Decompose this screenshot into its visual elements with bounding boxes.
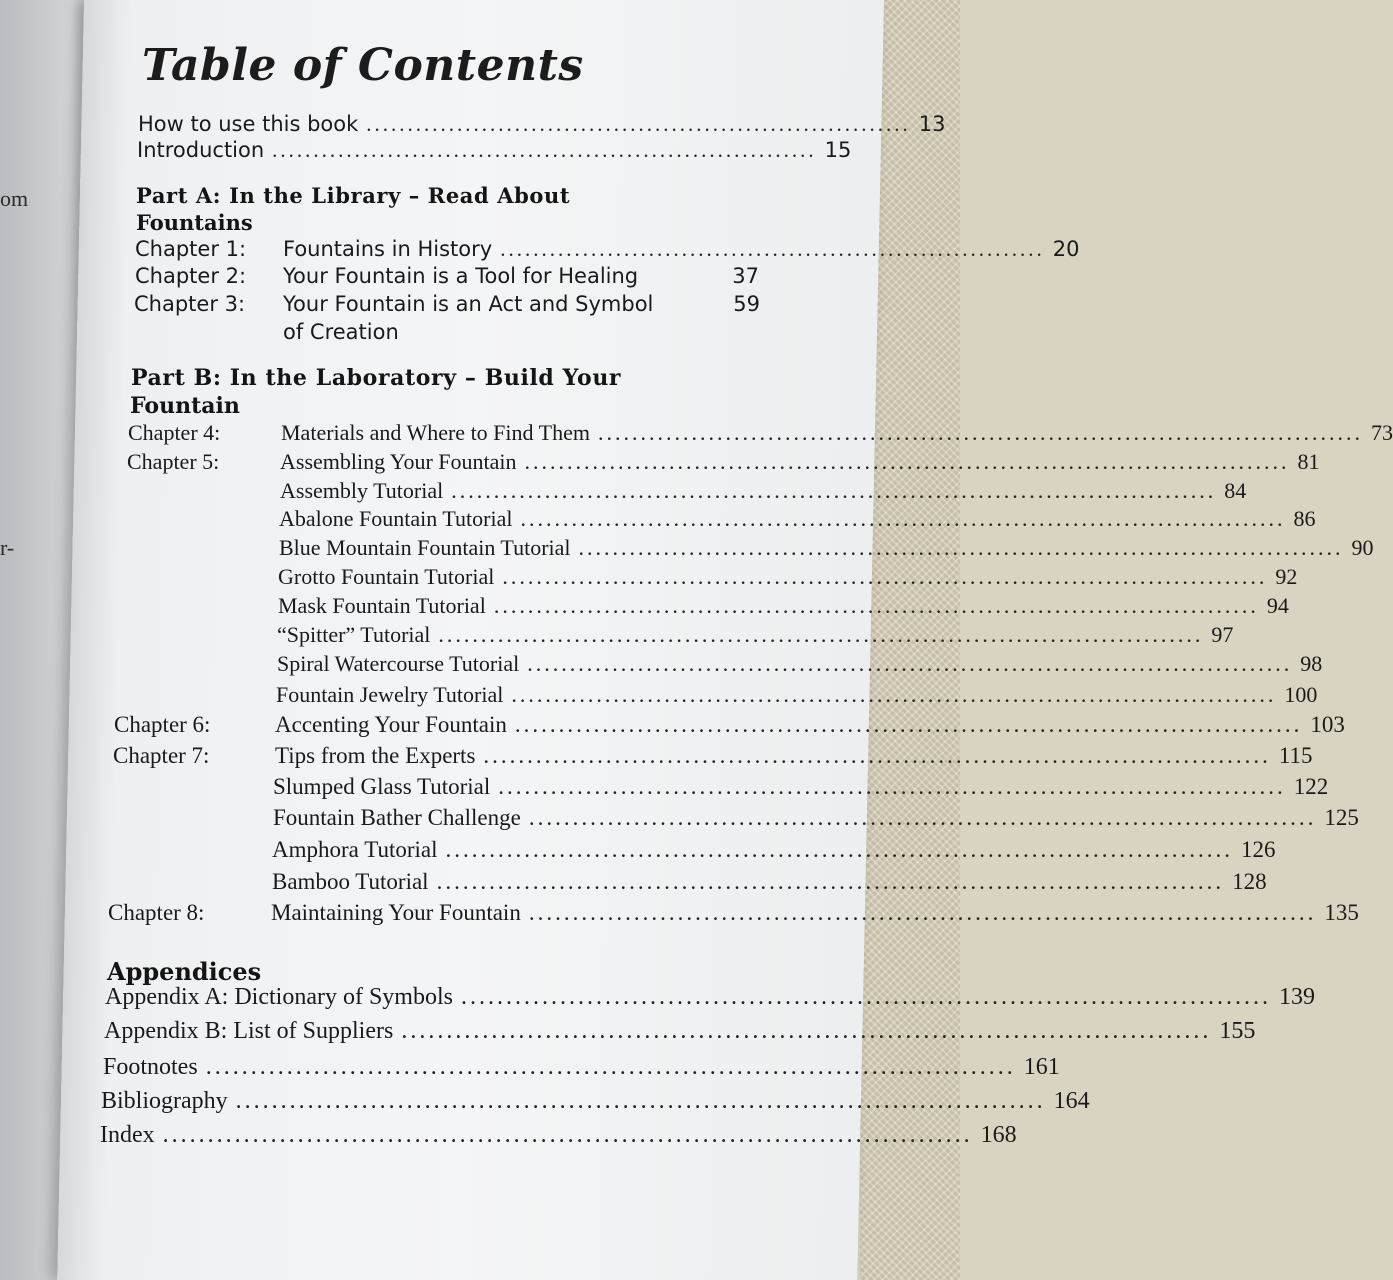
entry-page: 59 xyxy=(733,292,760,316)
entry-label: Index xyxy=(100,1122,155,1148)
toc-entry xyxy=(128,420,1393,446)
toc-entry xyxy=(278,564,1298,590)
entry-label: Bamboo Tutorial xyxy=(272,869,429,894)
chapter-number: Chapter 1: xyxy=(135,237,247,261)
chapter-number: Chapter 3: xyxy=(134,292,246,316)
entry-page: 135 xyxy=(1324,900,1359,925)
entry-page: 125 xyxy=(1324,805,1359,830)
entry-page: 94 xyxy=(1266,593,1289,618)
toc-entry xyxy=(135,264,759,288)
chapter-number: Chapter 8: xyxy=(108,900,205,925)
leader-dots: .......................................................................................... xyxy=(520,506,1286,531)
part-heading-cont: Fountain xyxy=(130,393,240,419)
leader-dots: .......................................................................................... xyxy=(528,900,1317,925)
entry-page: 168 xyxy=(980,1122,1017,1148)
toc-entry xyxy=(134,292,760,316)
leader-dots: .................................................................. xyxy=(500,237,1045,261)
entry-label: Tips from the Experts xyxy=(275,743,476,768)
entry-label: Grotto Fountain Tutorial xyxy=(278,564,495,589)
chapter-number: Chapter 4: xyxy=(128,420,221,445)
toc-entry xyxy=(272,837,1276,863)
entry-page: 90 xyxy=(1351,535,1374,560)
appendix-entry xyxy=(103,1054,1060,1081)
entry-label: Blue Mountain Fountain Tutorial xyxy=(279,535,571,560)
leader-dots: .......................................................................................... xyxy=(451,478,1217,503)
toc-entry xyxy=(108,900,1359,926)
leader-dots: .......................................................................................... xyxy=(578,535,1344,560)
appendix-entry xyxy=(101,1088,1090,1115)
entry-label: Your Fountain is a Tool for Healing xyxy=(283,264,639,288)
entry-label: Materials and Where to Find Them xyxy=(281,420,590,445)
toc-entry xyxy=(138,112,946,137)
toc-entry xyxy=(279,506,1316,532)
entry-page: 164 xyxy=(1053,1088,1090,1114)
appendix-entry xyxy=(100,1122,1017,1149)
entry-label: Maintaining Your Fountain xyxy=(271,900,521,925)
toc-entry xyxy=(137,138,852,163)
leader-dots: .......................................................................................... xyxy=(524,449,1290,474)
entry-label: Spiral Watercourse Tutorial xyxy=(277,651,520,676)
entry-page: 13 xyxy=(918,112,946,136)
entry-page: 81 xyxy=(1297,449,1320,474)
leader-dots: .................................................................. xyxy=(272,138,817,162)
entry-label: Fountain Bather Challenge xyxy=(273,805,521,830)
entry-label: Assembly Tutorial xyxy=(280,478,444,503)
entry-label: How to use this book xyxy=(138,112,359,136)
toc-entry xyxy=(113,743,1313,769)
entry-label: Slumped Glass Tutorial xyxy=(273,774,491,799)
leader-dots: .......................................................................................... xyxy=(235,1088,1046,1114)
leader-dots: .................................................................. xyxy=(366,112,911,136)
leader-dots: .......................................................................................... xyxy=(527,651,1293,676)
entry-page: 115 xyxy=(1278,743,1313,768)
entry-label: Fountain Jewelry Tutorial xyxy=(276,682,504,707)
entry-page: 128 xyxy=(1232,869,1267,894)
entry-page: 20 xyxy=(1052,237,1080,261)
part-heading: Part A: In the Library – Read About xyxy=(136,183,571,208)
leader-dots: .......................................................................................... xyxy=(401,1018,1212,1044)
toc-entry xyxy=(276,682,1318,708)
entry-page: 73 xyxy=(1370,420,1393,445)
leader-dots: .......................................................................................... xyxy=(597,420,1363,445)
entry-page: 103 xyxy=(1310,712,1345,737)
entry-label: Abalone Fountain Tutorial xyxy=(279,506,513,531)
toc-entry xyxy=(273,774,1329,800)
toc-entry xyxy=(273,805,1359,831)
toc-entry xyxy=(280,478,1247,504)
toc-entry xyxy=(114,712,1345,738)
entry-page: 15 xyxy=(824,138,852,162)
appendices-heading: Appendices xyxy=(107,957,262,986)
entry-label: Accenting Your Fountain xyxy=(275,712,507,737)
entry-label: Assembling Your Fountain xyxy=(280,449,517,474)
leader-dots: .......................................................................................... xyxy=(162,1122,973,1148)
entry-page: 37 xyxy=(732,264,759,288)
entry-page: 98 xyxy=(1300,651,1323,676)
toc-entry xyxy=(135,237,1080,262)
entry-page: 97 xyxy=(1211,622,1234,647)
leader-dots: .......................................................................................... xyxy=(205,1054,1016,1080)
entry-label: of Creation xyxy=(283,320,399,344)
leader-dots: .......................................................................................... xyxy=(502,564,1268,589)
toc-entry xyxy=(278,593,1289,619)
leader-dots: .......................................................................................... xyxy=(483,743,1271,768)
appendix-entry xyxy=(104,1018,1256,1045)
left-page-fragment: om xyxy=(0,186,29,211)
entry-page: 100 xyxy=(1284,682,1318,707)
leader-dots: .......................................................................................... xyxy=(514,712,1303,737)
entry-label: Appendix B: List of Suppliers xyxy=(104,1018,394,1044)
entry-label: Mask Fountain Tutorial xyxy=(278,593,486,618)
part-heading: Part B: In the Laboratory – Build Your xyxy=(131,365,622,391)
page-title: Table of Contents xyxy=(142,40,584,91)
entry-label: Footnotes xyxy=(103,1054,198,1080)
leader-dots: .......................................................................................... xyxy=(498,774,1286,799)
entry-label: Introduction xyxy=(137,138,265,162)
entry-label: “Spitter” Tutorial xyxy=(277,622,431,647)
entry-page: 155 xyxy=(1219,1018,1256,1044)
leader-dots: .......................................................................................... xyxy=(511,682,1277,707)
chapter-number: Chapter 7: xyxy=(113,743,210,768)
leader-dots: .......................................................................................... xyxy=(528,805,1317,830)
entry-label: Fountains in History xyxy=(283,237,493,261)
leader-dots: .......................................................................................... xyxy=(438,622,1204,647)
chapter-number: Chapter 6: xyxy=(114,712,211,737)
toc-entry xyxy=(272,869,1267,895)
leader-dots: .......................................................................................... xyxy=(445,837,1233,862)
chapter-number: Chapter 5: xyxy=(127,449,220,474)
toc-entry xyxy=(279,535,1374,561)
leader-dots: .......................................................................................... xyxy=(436,869,1225,894)
entry-page: 84 xyxy=(1224,478,1247,503)
entry-page: 126 xyxy=(1240,837,1276,862)
toc-entry-cont xyxy=(283,320,399,344)
entry-label: Amphora Tutorial xyxy=(272,837,438,862)
entry-label: Appendix A: Dictionary of Symbols xyxy=(105,984,453,1010)
leader-dots: .......................................................................................... xyxy=(460,984,1271,1010)
entry-label: Bibliography xyxy=(101,1088,228,1114)
toc-entry xyxy=(127,449,1320,475)
entry-page: 122 xyxy=(1293,774,1329,799)
appendix-entry xyxy=(105,984,1315,1011)
left-page-fragment: r- xyxy=(0,535,15,560)
entry-label: Your Fountain is an Act and Symbol xyxy=(283,292,654,316)
entry-page: 139 xyxy=(1278,984,1315,1010)
entry-page: 86 xyxy=(1293,506,1316,531)
entry-page: 161 xyxy=(1023,1054,1060,1080)
toc-entry xyxy=(277,622,1234,648)
leader-dots: .......................................................................................... xyxy=(493,593,1259,618)
entry-page: 92 xyxy=(1275,564,1298,589)
part-heading-cont: Fountains xyxy=(136,210,253,235)
toc-entry xyxy=(277,651,1323,677)
chapter-number: Chapter 2: xyxy=(135,264,247,288)
